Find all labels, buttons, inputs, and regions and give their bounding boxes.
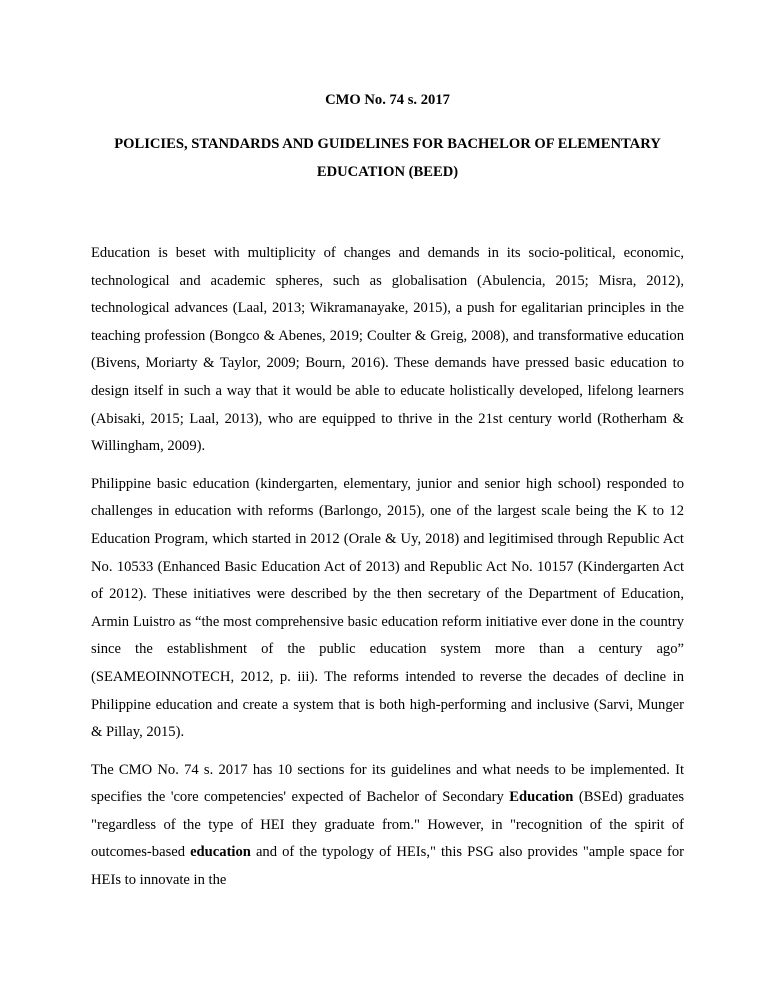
paragraph-text-segment: and of the typology of HEIs," this PSG also provides "ample space for HEIs to innovate in the (91, 844, 684, 889)
document-title-line-1: POLICIES, STANDARDS AND GUIDELINES FOR BACHELOR OF ELEMENTARY (114, 136, 661, 152)
bold-keyword-education: Education (509, 789, 574, 806)
paragraph-cmo-guidelines (91, 757, 684, 895)
bold-keyword-education: education (190, 844, 251, 861)
paragraph-text-segment: (BSEd) graduates "regardless of the type of HEI they graduate from." However, in "recognition of the spirit of outcomes-based (91, 789, 685, 861)
paragraph-education-demands: Education is beset with multiplicity of changes and demands in its socio-political, economic, technological and academic spheres, such as globalisation (Abulencia, 2015; Misra, 2012), technological advances (Laal, 2013; Wikramanayake, 2015), a push for egalitarian principles in the teaching profession (Bongco & Abenes, 2019; Coulter & Greig, 2008), and transformative education (Bivens, Moriarty & Taylor, 2009; Bourn, 2016). These demands have pressed basic education to design itself in such a way that it would be able to educate holistically developed, lifelong learners (Abisaki, 2015; Laal, 2013), who are equipped to thrive in the 21st century world (Rotherham & Willingham, 2009). (91, 245, 684, 455)
paragraph-text-segment: The CMO No. 74 s. 2017 has 10 sections for its guidelines and what needs to be implemented. It specifies the 'core competencies' expected of Bachelor of Secondary (91, 761, 684, 806)
document-number: CMO No. 74 s. 2017 (325, 92, 450, 108)
document-title-line-2: EDUCATION (BEED) (316, 164, 459, 180)
paragraph-philippine-basic-education: Philippine basic education (kindergarten, elementary, junior and senior high school) responded to challenges in education with reforms (Barlongo, 2015), one of the largest scale being the K to 12 Education Program, which started in 2012 (Orale & Uy, 2018) and legitimised through Republic Act No. 10533 (Enhanced Basic Education Act of 2013) and Republic Act No. 10157 (Kindergarten Act of 2012). These initiatives were described by the then secretary of the Department of Education, Armin Luistro as “the most comprehensive basic education reform initiative ever done in the country since the establishment of the public education system more than a century ago” (SEAMEOINNOTECH, 2012, p. iii). The reforms intended to reverse the decades of decline in Philippine education and create a system that is both high-performing and inclusive (Sarvi, Munger & Pillay, 2015). (91, 475, 684, 741)
document-title (91, 130, 684, 186)
